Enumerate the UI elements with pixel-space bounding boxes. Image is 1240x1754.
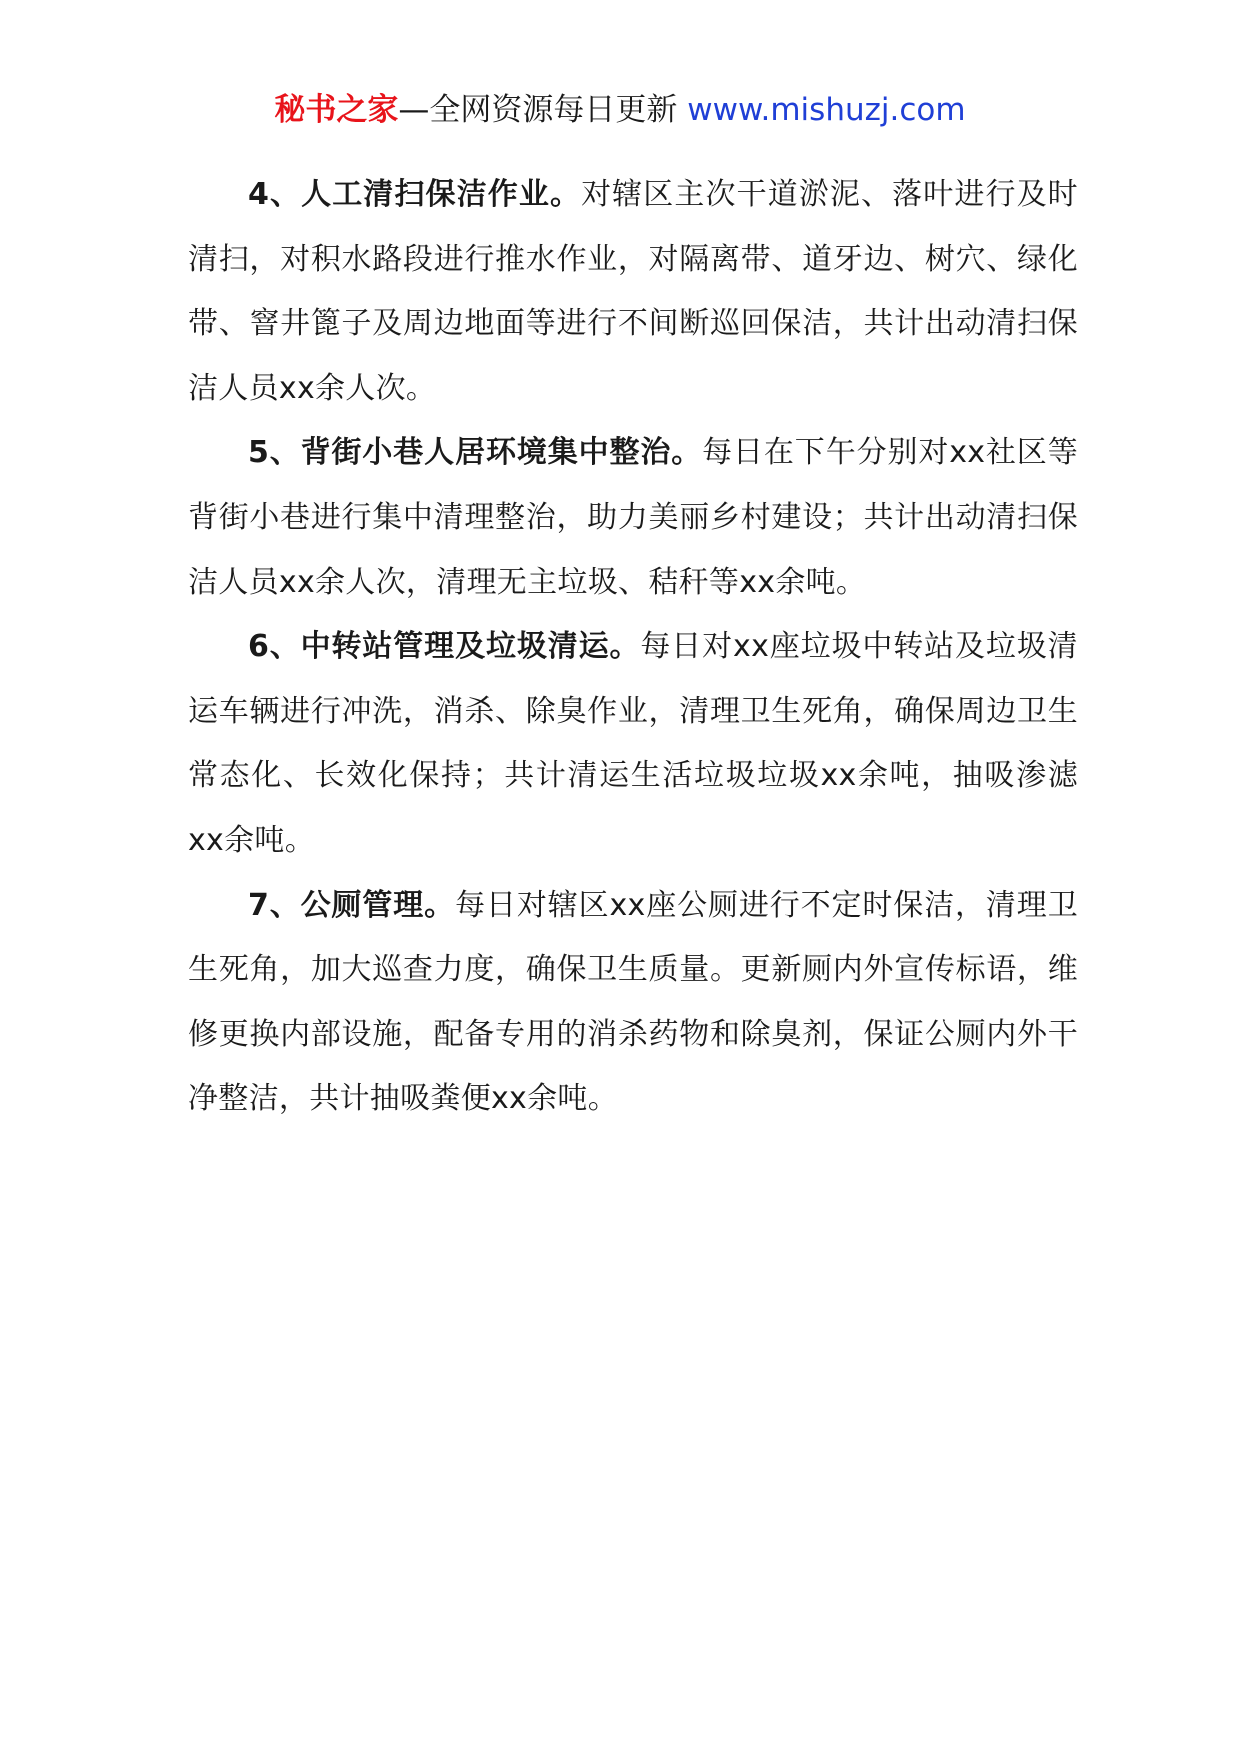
paragraph-back-street-rectification	[188, 421, 1078, 615]
paragraph-heading: 7、公厕管理。	[248, 887, 456, 923]
paragraph-manual-cleaning	[188, 163, 1078, 421]
paragraph-text: 每日在下午分别对xx社区等背街小巷进行集中清理整治，助力美丽乡村建设；共计出动清扫保洁人员xx余人次，清理无主垃圾、秸秆等xx余吨。	[188, 435, 1078, 600]
paragraph-heading: 5、背街小巷人居环境集中整治。	[248, 435, 703, 471]
paragraph-heading: 6、中转站管理及垃圾清运。	[248, 629, 641, 665]
paragraph-public-toilets	[188, 874, 1078, 1132]
website-url[interactable]: www.mishuzj.com	[687, 92, 966, 128]
paragraph-heading: 4、人工清扫保洁作业。	[248, 177, 582, 212]
paragraph-text: 每日对辖区xx座公厕进行不定时保洁，清理卫生死角，加大巡查力度，确保卫生质量。更新厕内外宣传标语，维修更换内部设施，配备专用的消杀药物和除臭剂，保证公厕内外干净整洁，共计抽吸粪便xx余吨。	[188, 887, 1078, 1117]
paragraph-text: 每日对xx座垃圾中转站及垃圾清运车辆进行冲洗，消杀、除臭作业，清理卫生死角，确保周边卫生常态化、长效化保持；共计清运生活垃圾垃圾xx余吨，抽吸渗滤xx余吨。	[188, 629, 1078, 858]
page-header	[0, 88, 1240, 132]
paragraph-text: 对辖区主次干道淤泥、落叶进行及时清扫，对积水路段进行推水作业，对隔离带、道牙边、树穴、绿化带、窨井篦子及周边地面等进行不间断巡回保洁，共计出动清扫保洁人员xx余人次。	[188, 177, 1078, 406]
document-body	[188, 163, 1078, 1132]
header-slogan: —全网资源每日更新	[398, 92, 688, 128]
paragraph-transfer-station	[188, 615, 1078, 873]
brand-name: 秘书之家	[274, 92, 399, 128]
